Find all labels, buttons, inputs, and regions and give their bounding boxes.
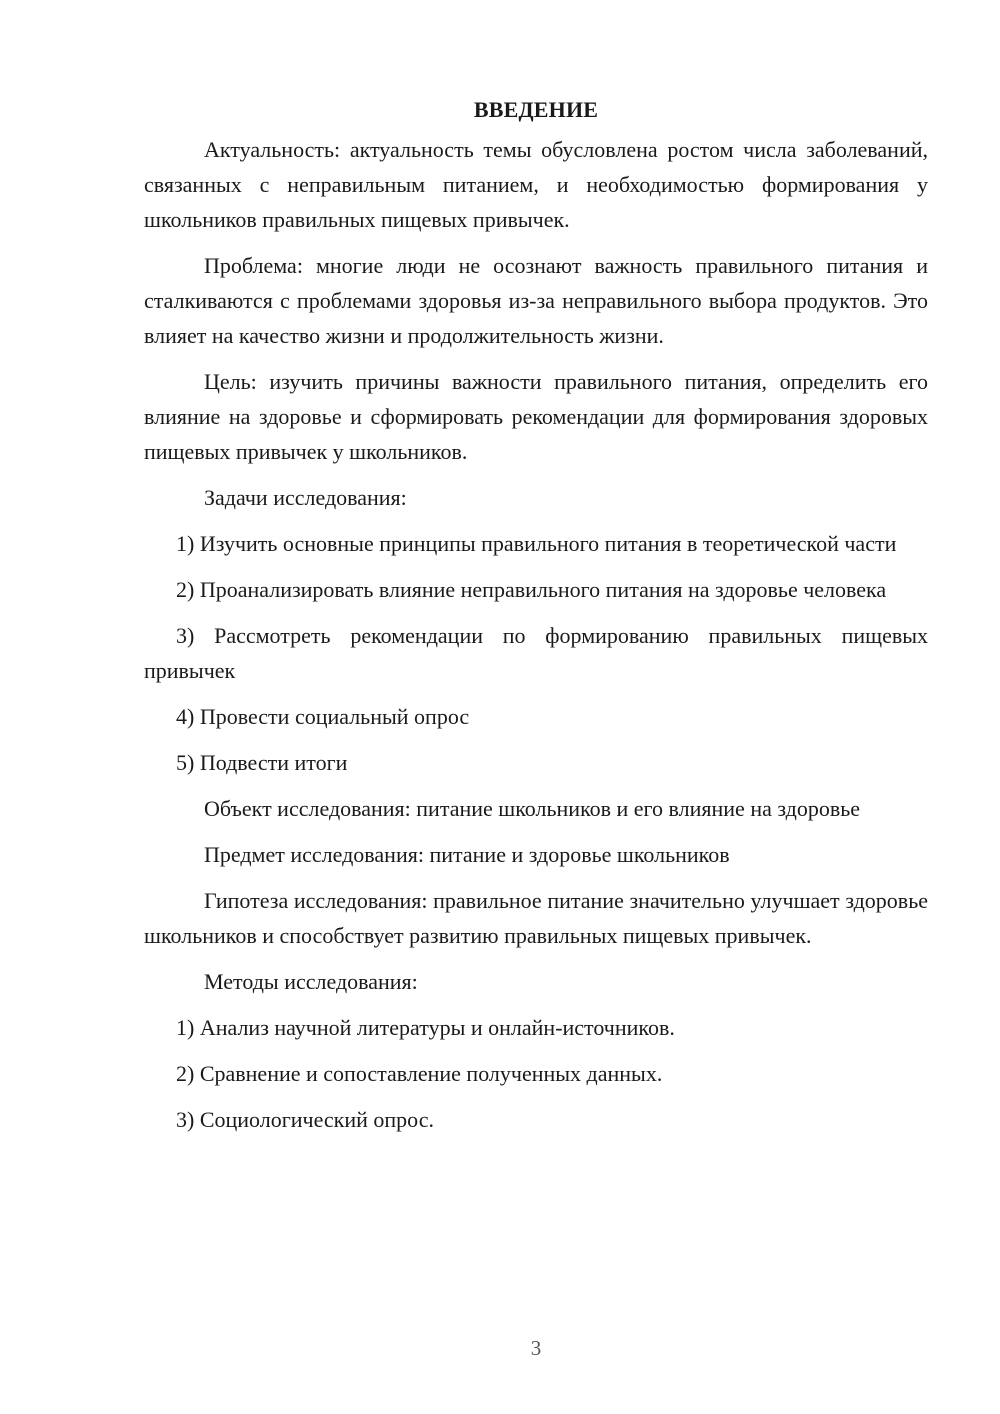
page-title: ВВЕДЕНИЕ: [473, 97, 599, 122]
task-item-2: 2) Проанализировать влияние неправильного питания на здоровье человека: [176, 577, 887, 602]
relevance-paragraph: Актуальность: актуальность темы обусловлена ростом числа заболеваний, связанных с неправильным питанием, и необходимостью формирования у школьников правильных пищевых привычек.: [144, 137, 928, 232]
hypothesis-paragraph: Гипотеза исследования: правильное питание значительно улучшает здоровье школьников и способствует развитию правильных пищевых привычек.: [144, 888, 928, 948]
task-item-3: 3) Рассмотреть рекомендации по формированию правильных пищевых привычек: [144, 623, 928, 683]
task-item-5: 5) Подвести итоги: [176, 750, 348, 775]
research-object-paragraph: Объект исследования: питание школьников и его влияние на здоровье: [204, 796, 861, 821]
tasks-heading: Задачи исследования:: [204, 485, 407, 510]
methods-heading: Методы исследования:: [204, 969, 418, 994]
document-page: [144, 92, 928, 1148]
task-item-4: 4) Провести социальный опрос: [176, 704, 470, 729]
research-subject-paragraph: Предмет исследования: питание и здоровье школьников: [204, 842, 730, 867]
method-item-3: 3) Социологический опрос.: [176, 1107, 434, 1132]
method-item-2: 2) Сравнение и сопоставление полученных данных.: [176, 1061, 663, 1086]
page-number: 3: [530, 1336, 542, 1360]
problem-paragraph: Проблема: многие люди не осознают важность правильного питания и сталкиваются с проблемами здоровья из-за неправильного выбора продуктов. Это влияет на качество жизни и продолжительность жизни.: [144, 253, 928, 348]
task-item-1: 1) Изучить основные принципы правильного питания в теоретической части: [176, 531, 897, 556]
goal-paragraph: Цель: изучить причины важности правильного питания, определить его влияние на здоровье и сформировать рекомендации для формирования здоровых пищевых привычек у школьников.: [144, 369, 928, 464]
method-item-1: 1) Анализ научной литературы и онлайн-источников.: [176, 1015, 675, 1040]
